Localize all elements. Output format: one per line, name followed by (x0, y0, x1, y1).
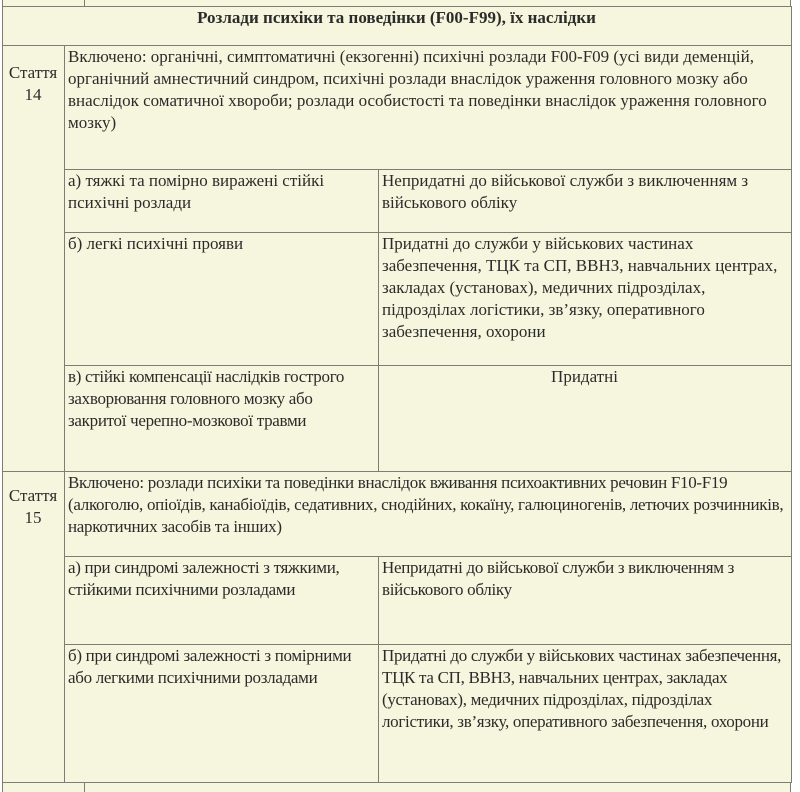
article-label: Стаття (8, 63, 58, 82)
article-14-cell (3, 46, 65, 472)
included-description: Включено: розлади психіки та поведінки внаслідок вживання психоактивних речовин F10-F19 (алкоголю, опіоїдів, канабіоїдів, седативних, снодійних, кокаїну, галюциногенів, летючих розчинників, наркотичних засобів та інших) (65, 472, 792, 557)
military-fitness-table (2, 6, 792, 783)
condition-cell: б) при синдромі залежності з помірними або легкими психічними розладами (65, 645, 379, 783)
table-row (3, 233, 792, 366)
article-number: 14 (24, 85, 42, 104)
verdict-cell: Придатні (379, 366, 792, 472)
verdict-cell: Придатні до служби у військових частинах забезпечення, ТЦК та СП, ВВНЗ, навчальних центрах, закладах (установах), медичних підрозділах, підрозділах логістики, зв’язку, оперативного забезпечення, охорони (379, 645, 792, 783)
fitness-table-sheet (2, 0, 791, 792)
table-row (3, 46, 792, 170)
section-title: Розлади психіки та поведінки (F00-F99), їх наслідки (3, 7, 792, 46)
table-row (3, 7, 792, 46)
table-row (3, 645, 792, 783)
article-number: 15 (24, 508, 42, 527)
article-15-cell (3, 472, 65, 783)
table-row (3, 366, 792, 472)
article-label: Стаття (8, 486, 58, 505)
column-divider-line (84, 783, 85, 792)
condition-cell: а) тяжкі та помірно виражені стійкі психічні розлади (65, 170, 379, 233)
included-description: Включено: органічні, симптоматичні (екзогенні) психічні розлади F00-F09 (усі види деменцій, органічний амнестичний синдром, психічні розлади внаслідок ураження головного мозку або внаслідок соматичної хвороби; розлади особистості та поведінки внаслідок ураження головного мозку) (65, 46, 792, 170)
previous-row-fragment (2, 0, 791, 6)
condition-cell: в) стійкі компенсації наслідків гострого захворювання головного мозку або закритої черепно-мозкової травми (65, 366, 379, 472)
verdict-cell: Придатні до служби у військових частинах забезпечення, ТЦК та СП, ВВНЗ, навчальних центрах, закладах (установах), медичних підрозділах, підрозділах логістики, зв’язку, оперативного забезпечення, охорони (379, 233, 792, 366)
verdict-cell: Непридатні до військової служби з виключенням з військового обліку (379, 170, 792, 233)
table-row (3, 170, 792, 233)
condition-cell: б) легкі психічні прояви (65, 233, 379, 366)
verdict-cell: Непридатні до військової служби з виключенням з військового обліку (379, 557, 792, 645)
condition-cell: а) при синдромі залежності з тяжкими, стійкими психічними розладами (65, 557, 379, 645)
table-row (3, 472, 792, 557)
next-row-fragment (2, 783, 791, 792)
column-divider-line (84, 0, 85, 6)
table-row (3, 557, 792, 645)
